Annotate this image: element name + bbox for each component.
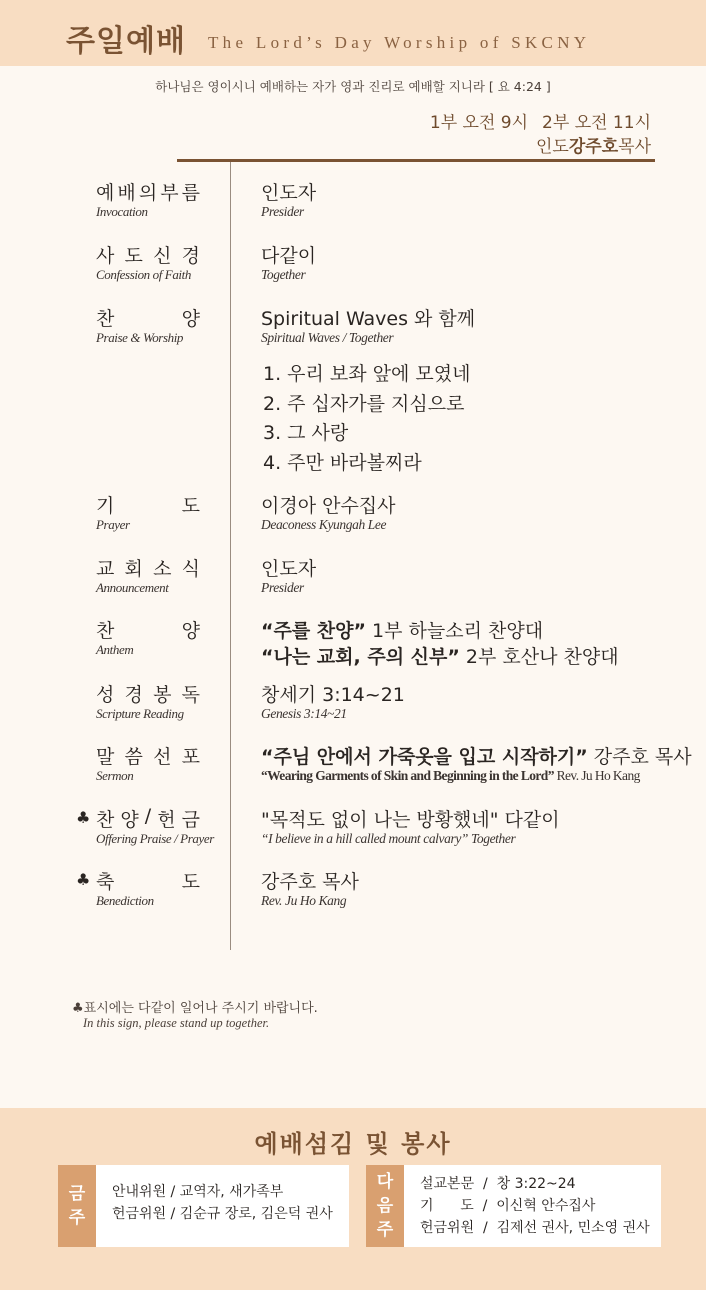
standing-note-en: In this sign, please stand up together. xyxy=(83,1016,270,1030)
item-value-en: Genesis 3:14~21 xyxy=(261,706,347,721)
label-char: 부 xyxy=(160,182,179,204)
item-value: 다같이 xyxy=(261,245,317,267)
label-char: 신 xyxy=(153,245,172,267)
label-char: 성 xyxy=(96,684,115,706)
item-label-ko xyxy=(96,805,200,832)
label-char: 양 xyxy=(120,809,139,831)
club-icon: ♣ xyxy=(76,808,91,827)
item-label-en: Offering Praise / Prayer xyxy=(96,831,214,846)
list-item: 안내위원 / 교역자, 새가족부 xyxy=(112,1184,284,1200)
item-value: 인도자 xyxy=(261,182,317,204)
second-service-time: 2부 오전 11시 xyxy=(542,113,651,133)
item-value: 강주호 목사 xyxy=(261,871,359,893)
label-char: 식 xyxy=(181,558,200,580)
label-char: 금 xyxy=(181,809,200,831)
item-label-ko xyxy=(96,491,200,518)
label-char: 기 xyxy=(96,495,115,517)
item-label-en: Prayer xyxy=(96,517,130,532)
item-label-ko xyxy=(96,742,200,769)
item-label-ko xyxy=(96,680,200,707)
item-label-ko xyxy=(96,616,200,643)
column-divider xyxy=(230,162,231,950)
label-char: 사 xyxy=(96,245,115,267)
item-label-ko xyxy=(96,554,200,581)
first-service-time: 1부 오전 9시 xyxy=(429,113,529,133)
item-value-en: Spiritual Waves / Together xyxy=(261,330,394,345)
label-char: 양 xyxy=(181,620,200,642)
item-label-en: Announcement xyxy=(96,580,169,595)
item-value: 이경아 안수집사 xyxy=(261,495,396,517)
page-subtitle: The Lord’s Day Worship of SKCNY xyxy=(208,33,591,52)
label-char: 예 xyxy=(96,182,115,204)
presider: 인도강주호목사 xyxy=(536,137,651,157)
item-value-en: “I believe in a hill called mount calvary” Together xyxy=(261,831,516,846)
item-value-second: “나는 교회, 주의 신부” 2부 호산나 찬양대 xyxy=(261,646,619,668)
item-label-ko xyxy=(96,241,200,268)
item-label-ko xyxy=(96,178,200,205)
item-value-en: Together xyxy=(261,267,306,282)
this-week-box xyxy=(58,1165,349,1247)
club-icon: ♣ xyxy=(76,870,91,889)
song-item: 4. 주만 바라볼찌라 xyxy=(263,451,422,474)
label-char: 포 xyxy=(181,746,200,768)
page-title: 주일예배 xyxy=(66,24,186,59)
label-char: 씀 xyxy=(124,746,143,768)
song-list xyxy=(263,360,470,478)
this-week-tab: 금 주 xyxy=(58,1165,96,1247)
item-label-en: Sermon xyxy=(96,768,134,783)
label-char: 독 xyxy=(181,684,200,706)
item-value: Spiritual Waves 와 함께 xyxy=(261,308,476,330)
item-value: “주를 찬양” 1부 하늘소리 찬양대 xyxy=(261,620,544,642)
label-char: 축 xyxy=(96,871,115,893)
label-char: / xyxy=(144,805,152,827)
item-label-en: Praise & Worship xyxy=(96,330,184,345)
item-label-en: Invocation xyxy=(96,204,148,219)
item-label-en: Benediction xyxy=(96,893,154,908)
label-char: 회 xyxy=(124,558,143,580)
song-item: 1. 우리 보좌 앞에 모였네 xyxy=(263,363,471,385)
label-char: 의 xyxy=(138,182,158,204)
item-value: “주님 안에서 가죽옷을 입고 시작하기” 강주호 목사 xyxy=(261,746,692,768)
item-value: "목적도 없이 나는 방황했네" 다같이 xyxy=(261,809,560,831)
item-label-ko xyxy=(96,304,200,331)
song-item: 2. 주 십자가를 지심으로 xyxy=(263,392,465,415)
this-week-lines xyxy=(112,1181,333,1225)
item-value-en: Deaconess Kyungah Lee xyxy=(261,517,387,532)
scripture-verse: 하나님은 영이시니 예배하는 자가 영과 진리로 예배할 지니라 [ 요 4:24 ] xyxy=(155,79,551,94)
label-char: 도 xyxy=(181,871,200,893)
label-char: 찬 xyxy=(96,308,115,330)
next-week-lines xyxy=(420,1173,650,1239)
list-item: 헌금위원 / 김순규 장로, 김은덕 권사 xyxy=(112,1206,333,1222)
header-banner xyxy=(0,0,706,66)
service-footer xyxy=(0,1108,706,1290)
label-char: 말 xyxy=(96,746,115,768)
list-item: 설교본문 / 창 3:22~24 xyxy=(420,1176,576,1192)
standing-note: ♣표시에는 다같이 일어나 주시기 바랍니다. xyxy=(72,1001,318,1016)
label-char: 도 xyxy=(181,495,200,517)
item-value: 창세기 3:14~21 xyxy=(261,684,405,706)
label-char: 선 xyxy=(153,746,172,768)
item-label-en: Confession of Faith xyxy=(96,267,191,282)
item-value: 인도자 xyxy=(261,558,317,580)
item-value-en: Rev. Ju Ho Kang xyxy=(261,893,347,908)
presider-name: 강주호 xyxy=(568,137,619,157)
label-char: 름 xyxy=(181,182,200,204)
label-char: 찬 xyxy=(96,620,115,642)
label-char: 도 xyxy=(124,245,143,267)
item-value-en: “Wearing Garments of Skin and Beginning in the Lord” Rev. Ju Ho Kang xyxy=(261,768,640,783)
song-item: 3. 그 사랑 xyxy=(263,422,349,444)
label-char: 양 xyxy=(181,308,200,330)
list-item: 헌금위원 / 김제선 권사, 민소영 권사 xyxy=(420,1220,650,1236)
item-value-en: Presider xyxy=(261,580,304,595)
label-char: 소 xyxy=(153,558,172,580)
item-label-en: Anthem xyxy=(96,642,134,657)
item-label-en: Scripture Reading xyxy=(96,706,184,721)
label-char: 찬 xyxy=(96,809,115,831)
header-divider xyxy=(177,159,655,162)
next-week-tab: 다 음 주 xyxy=(366,1165,404,1247)
label-char: 배 xyxy=(117,182,136,204)
item-value-en: Presider xyxy=(261,204,304,219)
item-label-ko xyxy=(96,867,200,894)
footer-title: 예배섬김 및 봉사 xyxy=(254,1130,452,1158)
list-item: 기 도 / 이신혁 안수집사 xyxy=(420,1198,596,1214)
label-char: 봉 xyxy=(153,684,172,706)
label-char: 경 xyxy=(181,245,200,267)
service-times xyxy=(430,108,651,133)
label-char: 헌 xyxy=(157,809,176,831)
label-char: 경 xyxy=(124,684,143,706)
label-char: 교 xyxy=(96,558,115,580)
next-week-box xyxy=(366,1165,661,1247)
